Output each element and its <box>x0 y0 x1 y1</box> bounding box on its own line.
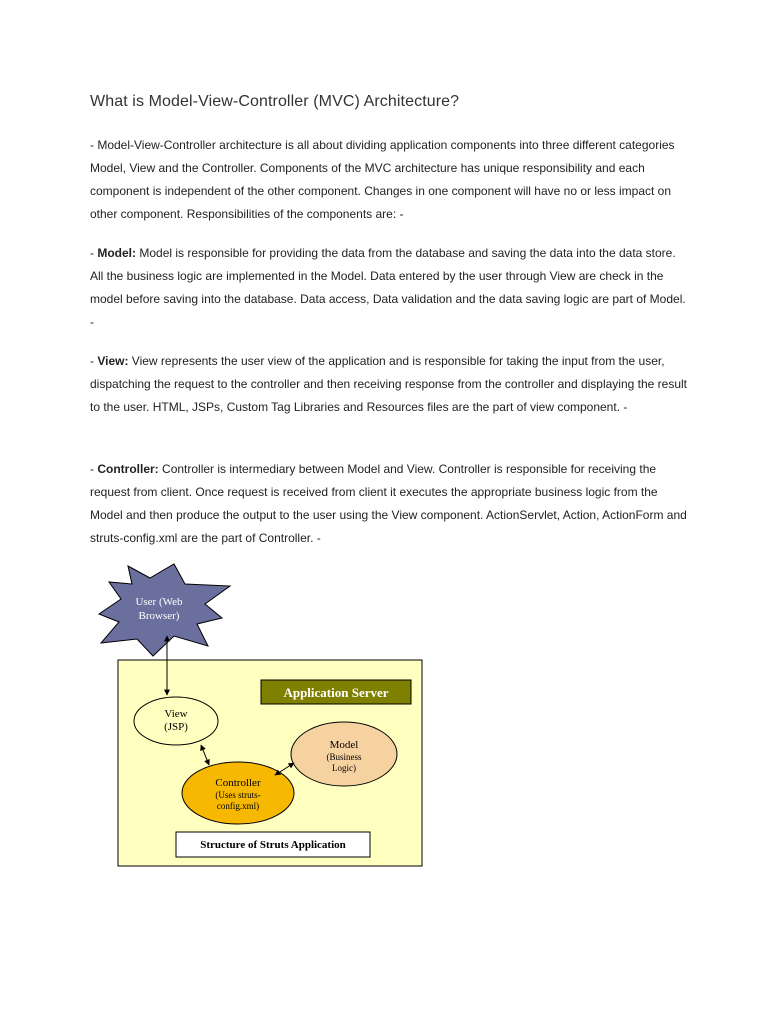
view-description: View represents the user view of the application and is responsible for taking the input from the user, dispatching the request to the controller and then receiving response from the controller and displaying the result to the user. HTML, JSPs, Custom Tag Libraries and Resources files are the part of view component. - <box>90 354 688 414</box>
model-description: Model is responsible for providing the data from the database and saving the data into the data store. All the business logic are implemented in the Model. Data entered by the user through View are check in the model before saving into the database. Data access, Data validation and the data saving logic are part of Model. - <box>90 246 686 329</box>
struts-architecture-diagram <box>95 562 430 870</box>
view-term: View: <box>97 354 129 368</box>
model-label-line3: Logic) <box>332 763 356 773</box>
model-label-line2: (Business <box>326 752 362 762</box>
intro-paragraph: - Model-View-Controller architecture is all about dividing application components into three different categories Model, View and the Controller. Components of the MVC architecture has unique responsibility and each component is independent of the other component. Changes in one component will have no or less impact on other component. Responsibilities of the components are: - <box>90 138 675 221</box>
controller-label-line3: config.xml) <box>216 801 260 811</box>
controller-prefix: - <box>90 462 98 476</box>
application-server-label: Application Server <box>283 685 389 700</box>
model-prefix: - <box>90 246 98 260</box>
page-title: What is Model-View-Controller (MVC) Architecture? <box>90 93 460 110</box>
user-label-line1: User (Web <box>135 596 183 608</box>
model-term: Model: <box>97 246 137 260</box>
controller-label-line2: (Uses struts- <box>215 790 261 800</box>
user-label-line2: Browser) <box>138 610 180 622</box>
controller-description: Controller is intermediary between Model and View. Controller is responsible for receiving the request from client. Once request is received from client it executes the appropriate business logic from the Model and then produce the output to the user using the View component. ActionServlet, Action, ActionForm and struts-config.xml are the part of Controller. - <box>90 462 687 545</box>
diagram-canvas <box>95 562 430 870</box>
model-paragraph <box>90 242 690 334</box>
view-label-line2: (JSP) <box>164 721 188 733</box>
view-label-line1: View <box>164 708 188 720</box>
view-paragraph <box>90 350 690 419</box>
controller-term: Controller: <box>97 462 159 476</box>
model-label-line1: Model <box>329 739 359 751</box>
diagram-caption: Structure of Struts Application <box>200 839 346 851</box>
view-prefix: - <box>90 354 98 368</box>
controller-label-line1: Controller <box>215 777 261 789</box>
controller-paragraph <box>90 458 690 550</box>
